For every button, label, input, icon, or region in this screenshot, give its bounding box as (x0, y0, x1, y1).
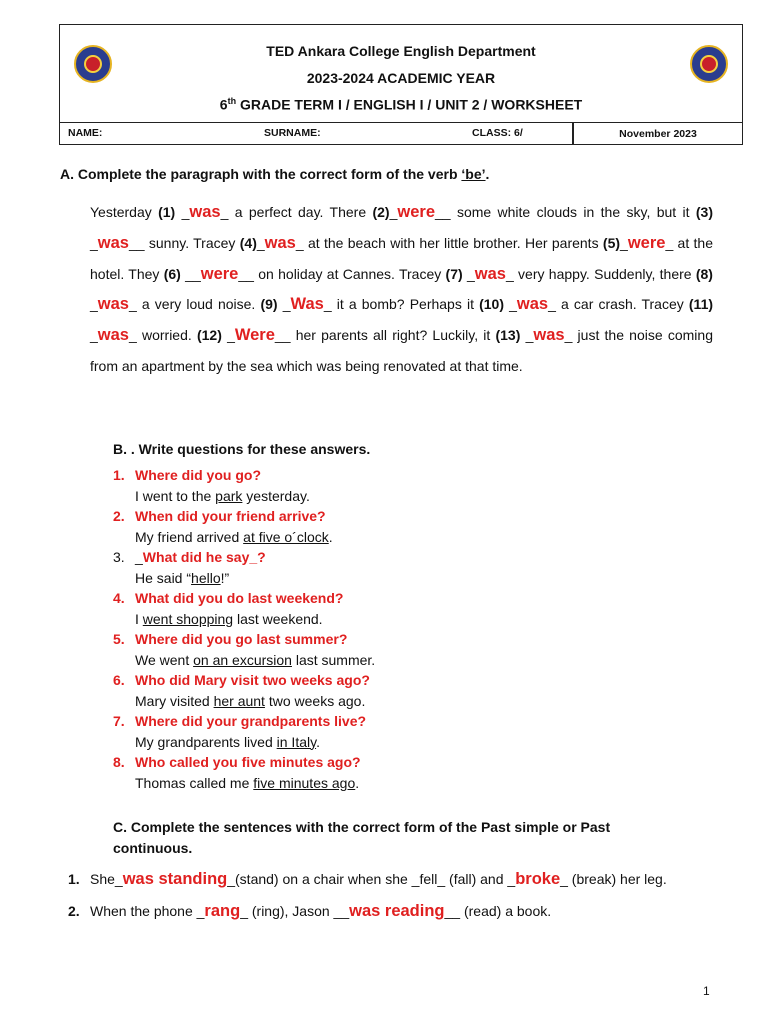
blank-number: (2) (372, 204, 390, 220)
answer-sentence (113, 529, 673, 550)
question-text: Who did Mary visit two weeks ago? (135, 672, 370, 688)
answer: was (189, 203, 221, 221)
question-item (113, 508, 673, 529)
question-item (113, 590, 673, 611)
question-number: 5. (113, 631, 125, 647)
question-text: Where did you go? (135, 467, 261, 483)
answer: was reading (349, 902, 445, 920)
date-label: November 2023 (572, 122, 742, 144)
student-info-row (60, 122, 742, 144)
blank-number: (13) (495, 327, 521, 344)
answer-sentence (113, 775, 673, 796)
answer: was (264, 233, 296, 252)
academic-year: 2023-2024 ACADEMIC YEAR (306, 70, 496, 86)
answer: were (397, 203, 436, 221)
paragraph-text: _ (90, 327, 98, 344)
paragraph-text: _ (389, 204, 398, 220)
paragraph-text: _ very happy. Suddenly, there (505, 265, 696, 282)
blank-number: (4) (239, 234, 257, 251)
answer-text: I went to the (135, 487, 216, 504)
paragraph-text: _ at the beach with her little brother. Her parents (295, 234, 603, 251)
question-number: 1. (113, 467, 125, 483)
underlined-answer: her aunt (213, 692, 265, 709)
class-label: CLASS: 6/ (472, 127, 523, 139)
paragraph-text: _ (221, 327, 235, 344)
question-number: 6. (113, 672, 125, 688)
paragraph-text: __ sunny. Tracey (128, 234, 240, 251)
answer: broke (515, 870, 561, 888)
question-item (113, 549, 673, 570)
blank-number: (8) (695, 265, 713, 282)
paragraph-text: __ (180, 265, 201, 282)
answer: was (97, 326, 129, 345)
answer-text: We went (135, 651, 194, 668)
paragraph-text: _ (462, 265, 475, 282)
blank-number: (12) (196, 327, 222, 344)
question-number: 7. (113, 713, 125, 729)
section-a-paragraph (90, 197, 713, 382)
answer-text: last summer. (291, 651, 376, 668)
question-text: Who called you five minutes ago? (135, 754, 361, 770)
underlined-answer: five minutes ago (253, 774, 356, 791)
blank-number: (7) (445, 265, 463, 282)
answer: was standing (122, 870, 228, 888)
underlined-answer: in Italy (276, 733, 317, 750)
blank-number: (5) (602, 234, 621, 251)
answer-text: two weeks ago. (264, 692, 366, 709)
section-c-title: C. Complete the sentences with the correct form of the Past simple or Past continuous. (113, 819, 611, 856)
blank-number: (9) (260, 296, 278, 313)
answer-text: !” (220, 569, 230, 586)
question-number: 3. (113, 549, 125, 565)
question-text: What did he say (142, 549, 250, 565)
answer: were (627, 233, 666, 252)
answer: was (516, 295, 549, 314)
question-item (113, 672, 673, 693)
question-item (113, 631, 673, 652)
answer-sentence (113, 652, 673, 673)
answer-text: . (328, 528, 333, 545)
answer: were (200, 264, 239, 283)
page-number: 1 (703, 984, 710, 998)
answer-text: I (135, 610, 143, 627)
answer-sentence (113, 693, 673, 714)
question-text: Where did your grandparents live? (135, 713, 367, 729)
paragraph-text: _ (175, 204, 190, 220)
underlined-answer: on an excursion (193, 651, 292, 668)
paragraph-text: _ (90, 234, 98, 251)
question-item (113, 754, 673, 775)
answer: was (474, 264, 506, 283)
question-item (113, 467, 673, 488)
question-suffix: _? (249, 549, 266, 565)
paragraph-text: _ a very loud noise. (128, 296, 261, 313)
question-text: What did you do last weekend? (135, 590, 344, 606)
answer-text: My grandparents lived (135, 733, 277, 750)
paragraph-text: __ on holiday at Cannes. Tracey (238, 265, 446, 282)
sentence-2: 2. When the phone _rang_ (ring), Jason __was reading__ (read) a book. (68, 902, 552, 920)
answer-text: . (355, 774, 360, 791)
answer-text: last weekend. (233, 610, 323, 627)
header-title-area (60, 25, 742, 123)
answer-sentence (113, 611, 673, 632)
question-text: When did your friend arrive? (135, 508, 326, 524)
paragraph-text: _ (520, 327, 534, 344)
answer-text: yesterday. (242, 487, 310, 504)
blank-number: (3) (695, 204, 713, 220)
question-number: 8. (113, 754, 125, 770)
question-list (113, 467, 673, 795)
worksheet-title: 6th GRADE TERM I / ENGLISH I / UNIT 2 / WORKSHEET (219, 96, 583, 113)
answer: Was (290, 295, 324, 314)
paragraph-text: _ (256, 234, 265, 251)
answer-text: Mary visited (135, 692, 214, 709)
question-item (113, 713, 673, 734)
answer: was (97, 233, 129, 252)
answer: was (97, 295, 129, 314)
surname-label: SURNAME: (264, 127, 321, 139)
answer-text: Thomas called me (135, 774, 254, 791)
answer: was (533, 326, 565, 345)
answer: Were (234, 326, 275, 345)
blank-number: (6) (163, 265, 181, 282)
underlined-answer: hello (191, 569, 221, 586)
answer-sentence (113, 734, 673, 755)
blank-number: (1) (158, 204, 176, 220)
section-a-title: A. Complete the paragraph with the correct form of the verb ‘be’. (60, 166, 490, 182)
underlined-answer: park (215, 487, 243, 504)
paragraph-text: _ (620, 234, 628, 251)
paragraph-text: _ (277, 296, 291, 313)
underlined-answer: at five o´clock (243, 528, 329, 545)
paragraph-text: _ a car crash. Tracey (548, 296, 689, 313)
underlined-answer: went shopping (142, 610, 234, 627)
department-title: TED Ankara College English Department (266, 43, 536, 59)
paragraph-text: Yesterday (90, 204, 159, 220)
paragraph-text: __ some white clouds in the sky, but it (435, 204, 696, 220)
paragraph-text: _ worried. (128, 327, 197, 344)
paragraph-text: _ (504, 296, 517, 313)
blank-number: (11) (688, 296, 714, 313)
answer-text: My friend arrived (135, 528, 244, 545)
answer-sentence (113, 570, 673, 591)
paragraph-text: _ just the noise coming from an apartment by the sea which was being renovated at that time. (90, 327, 713, 374)
question-text: Where did you go last summer? (135, 631, 348, 647)
paragraph-text: _ (90, 296, 98, 313)
paragraph-text: _ at the hotel. They (90, 234, 714, 282)
paragraph-text: __ her parents all right? Luckily, it (274, 327, 496, 344)
question-number: 4. (113, 590, 125, 606)
paragraph-text: _ it a bomb? Perhaps it (323, 296, 480, 313)
paragraph-text: _ a perfect day. There (220, 204, 373, 220)
answer-text: . (316, 733, 320, 750)
answer: rang (204, 902, 241, 920)
question-number: 2. (113, 508, 125, 524)
worksheet-header (59, 24, 743, 145)
sentence-1: 1. She_was standing_(stand) on a chair when she _fell_ (fall) and _broke_ (break) her leg. (68, 870, 667, 888)
name-label: NAME: (68, 127, 103, 139)
answer-text: He said “ (135, 569, 192, 586)
blank-number: (10) (479, 296, 504, 313)
answer-sentence (113, 488, 673, 509)
question-prefix: _ (135, 549, 143, 565)
section-b-title: B. . Write questions for these answers. (113, 441, 371, 457)
